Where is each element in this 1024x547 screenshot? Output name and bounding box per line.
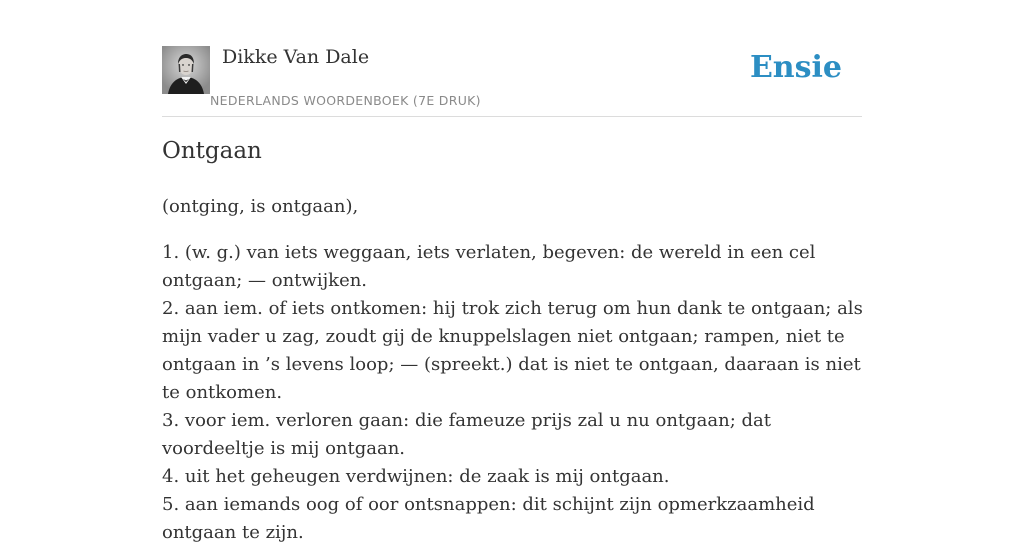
definition-list bbox=[162, 239, 874, 547]
brand-logo[interactable]: Ensie bbox=[749, 50, 842, 85]
entry-title: Ontgaan bbox=[162, 138, 262, 164]
author-name[interactable]: Dikke Van Dale bbox=[222, 46, 370, 68]
definition-sense: 1. (w. g.) van iets weggaan, iets verlaten, begeven: de wereld in een cel ontgaan; — ontwijken. bbox=[162, 242, 816, 291]
portrait-icon bbox=[162, 46, 210, 94]
avatar[interactable] bbox=[162, 46, 210, 94]
definition-sense: 2. aan iem. of iets ontkomen: hij trok zich terug om hun dank te ontgaan; als mijn vader u zag, zoudt gij de knuppelslagen niet ontgaan; rampen, niet te ontgaan in ’s levens loop; — (spreekt.) dat is niet te ontgaan, daaraan is niet te ontkomen. bbox=[162, 298, 863, 403]
grammar-note: (ontging, is ontgaan), bbox=[162, 196, 359, 217]
header bbox=[162, 46, 862, 117]
definition-sense: 3. voor iem. verloren gaan: die fameuze prijs zal u nu ontgaan; dat voordeeltje is mij ontgaan. bbox=[162, 410, 772, 459]
source-name[interactable]: NEDERLANDS WOORDENBOEK (7E DRUK) bbox=[210, 93, 481, 108]
definition-sense: 5. aan iemands oog of oor ontsnappen: dit schijnt zijn opmerkzaamheid ontgaan te zijn. bbox=[162, 494, 815, 543]
definition-sense: 4. uit het geheugen verdwijnen: de zaak is mij ontgaan. bbox=[162, 466, 670, 487]
